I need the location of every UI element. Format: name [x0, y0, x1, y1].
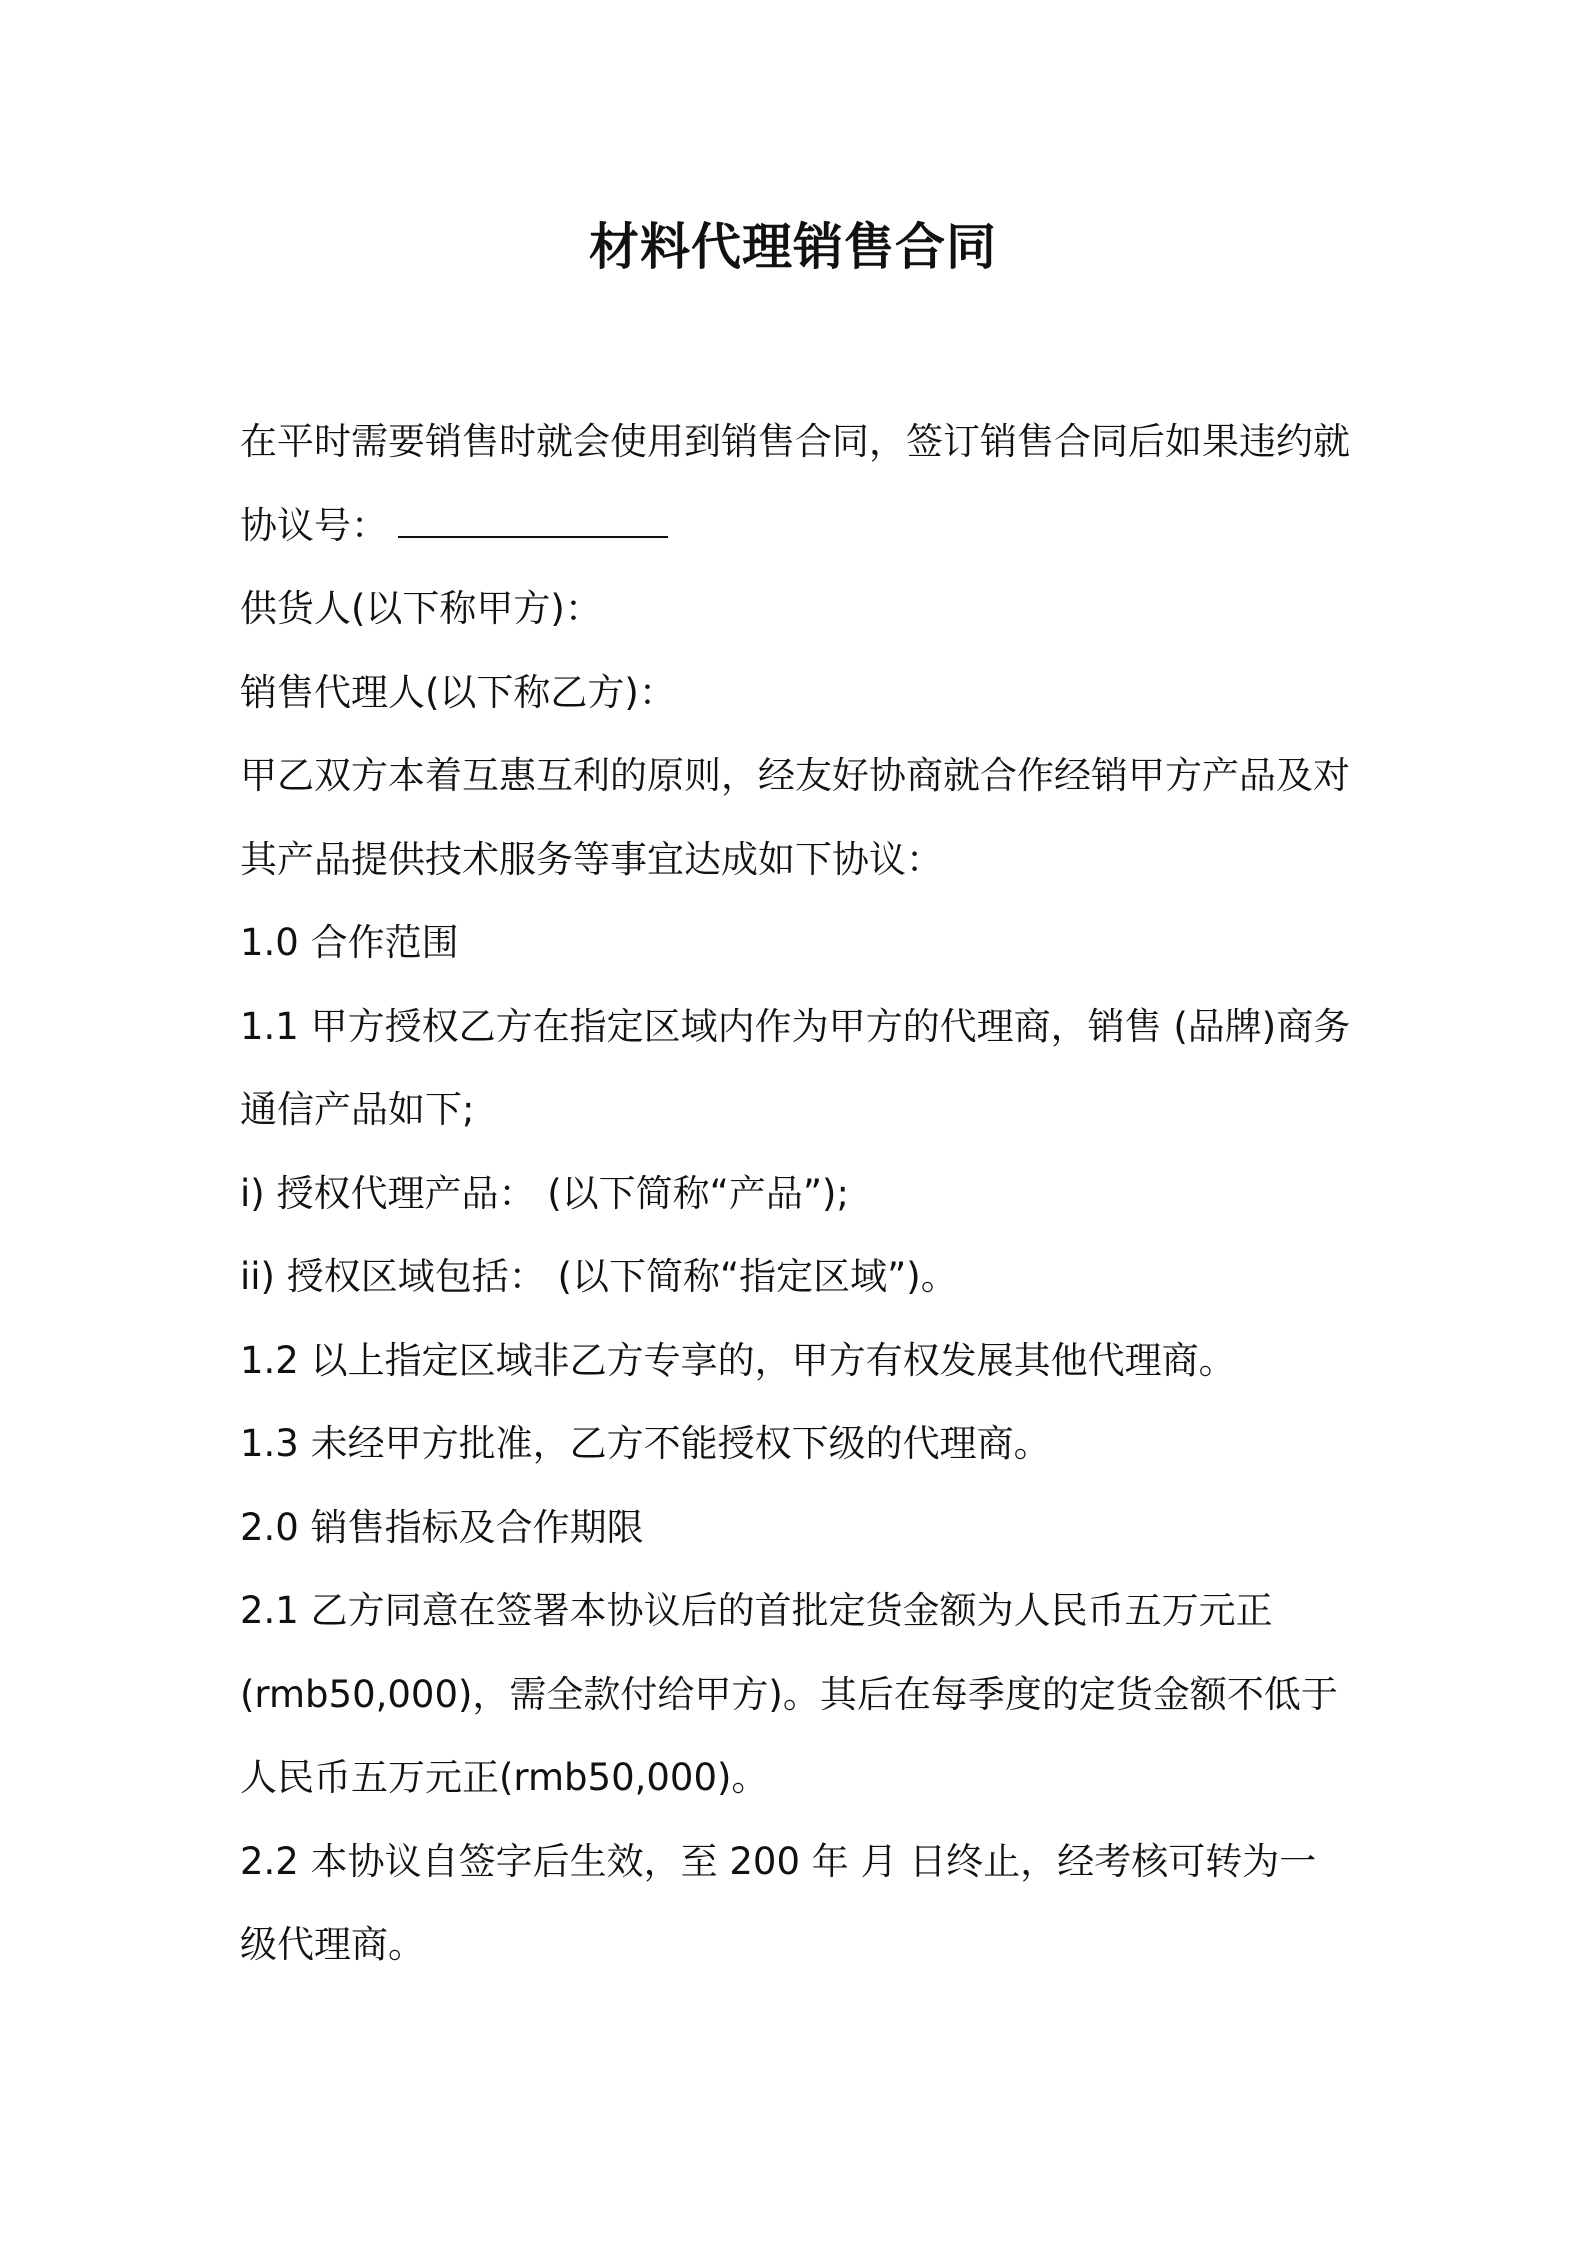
- intro-line: 在平时需要销售时就会使用到销售合同，签订销售合同后如果违约就: [240, 420, 1350, 463]
- section-2-1-line-3: 人民币五万元正(rmb50,000)。: [240, 1756, 769, 1799]
- section-1-3: 1.3 未经甲方批准，乙方不能授权下级的代理商。: [240, 1422, 1051, 1465]
- agreement-number-line: [240, 484, 1370, 568]
- section-1-0: 1.0 合作范围: [240, 921, 459, 964]
- section-1-1-line-1: 1.1 甲方授权乙方在指定区域内作为甲方的代理商，销售 (品牌)商务: [240, 1004, 1351, 1048]
- agreement-number-blank: [398, 502, 668, 538]
- section-1-2: 1.2 以上指定区域非乙方专享的，甲方有权发展其他代理商。: [240, 1338, 1236, 1382]
- preamble-line-1: 甲乙双方本着互惠互利的原则，经友好协商就合作经销甲方产品及对: [240, 754, 1350, 797]
- section-2-1-line-1: 2.1 乙方同意在签署本协议后的首批定货金额为人民币五万元正: [240, 1589, 1273, 1632]
- agent-line: 销售代理人(以下称乙方)：: [240, 670, 676, 714]
- agreement-number-label: 协议号：: [240, 503, 388, 547]
- item-ii: ii) 授权区域包括： (以下简称“指定区域”)。: [240, 1255, 958, 1298]
- supplier-line: 供货人(以下称甲方)：: [240, 587, 602, 630]
- section-2-1-line-2: (rmb50,000)，需全款付给甲方)。其后在每季度的定货金额不低于: [240, 1672, 1338, 1716]
- section-2-0: 2.0 销售指标及合作期限: [240, 1505, 644, 1549]
- section-2-2-line-2: 级代理商。: [240, 1923, 425, 1966]
- document-title: 材料代理销售合同: [589, 218, 997, 276]
- section-1-1-line-2: 通信产品如下;: [240, 1088, 475, 1131]
- preamble-line-2: 其产品提供技术服务等事宜达成如下协议：: [240, 837, 943, 881]
- document-body: [240, 400, 1370, 1987]
- section-2-2-line-1: 2.2 本协议自签字后生效，至 200 年 月 日终止，经考核可转为一: [240, 1839, 1317, 1883]
- item-i: i) 授权代理产品： (以下简称“产品”);: [240, 1171, 849, 1215]
